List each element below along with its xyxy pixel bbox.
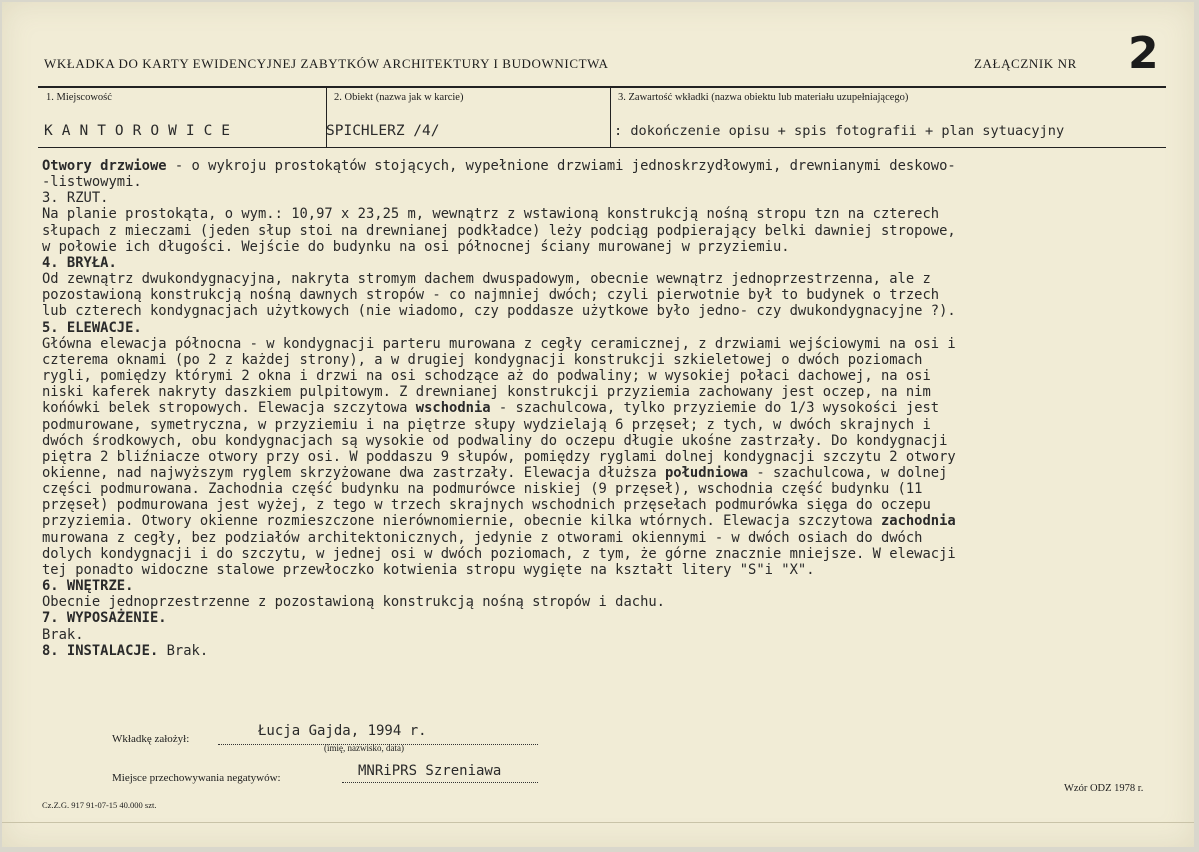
text-segment: lub czterech kondygnacjach użytkowych (nie wiadomo, czy poddasze użytkowe było jedno- czy dwukondygnacyjne ?). xyxy=(42,303,956,320)
text-line xyxy=(42,481,1162,497)
author-caption: (imię, nazwisko, data) xyxy=(324,743,404,753)
locality-value: KANTOROWICE xyxy=(44,123,240,139)
contents-label: 3. Zawartość wkładki (nazwa obiektu lub materiału uzupełniającego) xyxy=(618,92,909,103)
text-segment: 3. RZUT. xyxy=(42,190,109,207)
text-line xyxy=(42,433,1162,449)
text-segment: części podmurowana. Zachodnia część budynku na podmurówce niskiej (9 przęseł), wschodnia część budynku (11 xyxy=(42,481,923,498)
text-line xyxy=(42,271,1162,287)
text-segment: niski kaferek nakryty daszkiem pulpitowym. Z drewnianej konstrukcji przyziemia zachowany jest oczep, na nim xyxy=(42,384,931,401)
description-text xyxy=(42,158,1162,659)
text-line xyxy=(42,320,1162,336)
text-line xyxy=(42,368,1162,384)
annex-number: 2 xyxy=(1128,28,1159,79)
text-bold-segment: zachodnia xyxy=(880,513,956,530)
form-sheet xyxy=(2,2,1194,847)
text-line xyxy=(42,287,1162,303)
text-line xyxy=(42,497,1162,513)
text-line xyxy=(42,400,1162,416)
text-line xyxy=(42,255,1162,271)
text-segment: końówki belek stropowych. Elewacja szczytowa xyxy=(42,400,416,417)
contents-value: : dokończenie opisu + spis fotografii + plan sytuacyjny xyxy=(614,123,1065,139)
text-segment: przyziemia. Otwory okienne rozmieszczone nierównomiernie, obecnie kilka wtórnych. Elewacja szczytowa xyxy=(42,513,881,530)
text-line xyxy=(42,174,1162,190)
text-segment: Brak. xyxy=(158,642,209,659)
text-line xyxy=(42,546,1162,562)
text-bold-segment: 4. BRYŁA. xyxy=(42,254,117,271)
text-bold-segment: Otwory drzwiowe xyxy=(42,158,167,174)
text-segment: Główna elewacja północna - w kondygnacji parteru murowana z cegły ceramicznej, z drzwiami wejściowymi na osi i xyxy=(42,335,956,352)
annex-label: ZAŁĄCZNIK NR xyxy=(974,56,1077,71)
text-segment: Obecnie jednoprzestrzenne z pozostawioną konstrukcją nośną stropów i dachu. xyxy=(42,594,665,611)
text-segment: - o wykroju prostokątów stojących, wypełnione drzwiami jednoskrzydłowymi, drewnianymi deskowo- xyxy=(166,158,956,174)
text-segment: Na planie prostokąta, o wym.: 10,97 x 23,25 m, wewnątrz z wstawioną konstrukcją nośną stropu tzn na czterech xyxy=(42,206,940,223)
header-bottom-rule xyxy=(38,147,1166,148)
text-segment: Od zewnątrz dwukondygnacyjna, nakryta stromym dachem dwuspadowym, obecnie wewnątrz jednoprzestrzenna, ale z xyxy=(42,271,931,288)
text-line xyxy=(42,223,1162,239)
text-line xyxy=(42,158,1162,174)
text-line xyxy=(42,352,1162,368)
text-segment: słupach z mieczami (jeden słup stoi na drewnianej podkładce) leży podciąg podpierający belki dawniej stropowe, xyxy=(42,222,956,239)
text-line xyxy=(42,627,1162,643)
text-segment: dwóch środkowych, obu kondygnacjach są wysokie od podwaliny do oczepu długie ukośne zastrzały. Do kondygnacji xyxy=(42,432,948,449)
text-line xyxy=(42,303,1162,319)
text-line xyxy=(42,465,1162,481)
text-line xyxy=(42,449,1162,465)
text-segment: murowana z cegły, bez podziałów architektonicznych, jedynie z otworami okiennymi - w dwóch osiach do dwóch xyxy=(42,529,923,546)
text-segment: tej ponadto widoczne stalowe przewłoczko kotwienia stropu wygięte na kształt litery "S"i "X". xyxy=(42,561,815,578)
text-line xyxy=(42,336,1162,352)
text-segment: rygli, pomiędzy którymi 2 okna i drzwi na osi schodzące aż do podwaliny; w wysokiej połaci dachowej, na osi xyxy=(42,368,931,385)
text-segment: Brak. xyxy=(42,626,84,643)
text-bold-segment: południowa xyxy=(664,464,749,481)
text-line xyxy=(42,578,1162,594)
print-code: Cz.Z.G. 917 91-07-15 40.000 szt. xyxy=(42,800,157,810)
text-segment: w połowie ich długości. Wejście do budynku na osi północnej ściany murowanej w przyziemiu. xyxy=(42,238,790,255)
text-segment: - szachulcowa, w dolnej xyxy=(748,464,948,481)
author-value: Łucja Gajda, 1994 r. xyxy=(258,723,427,739)
text-segment: pozostawioną konstrukcją nośną dawnych stropów - co najmniej dwóch; czyli pierwotnie był to budynek o trzech xyxy=(42,287,940,304)
text-segment: przęseł) podmurowana jest wyżej, z tego w trzech skrajnych wschodnich przęsełach podmurówka sięga do oczepu xyxy=(42,497,931,514)
text-bold-segment: 8. INSTALACJE. xyxy=(42,642,159,659)
text-segment: -listwowymi. xyxy=(42,174,142,191)
text-bold-segment: 6. WNĘTRZE. xyxy=(42,578,134,595)
header-top-rule xyxy=(38,86,1166,88)
text-line xyxy=(42,190,1162,206)
text-line xyxy=(42,594,1162,610)
object-label: 2. Obiekt (nazwa jak w karcie) xyxy=(334,92,464,103)
text-bold-segment: 7. WYPOSAŻENIE. xyxy=(42,610,167,627)
bottom-edge xyxy=(2,822,1194,823)
text-bold-segment: 5. ELEWACJE. xyxy=(42,319,142,336)
text-line xyxy=(42,239,1162,255)
text-line xyxy=(42,206,1162,222)
text-segment: okienne, nad najwyższym ryglem skrzyżowane dwa zastrzały. Elewacja dłuższa xyxy=(42,464,665,481)
text-line xyxy=(42,562,1162,578)
text-segment: czterema oknami (po 2 z każdej strony), a w drugiej kondygnacji konstrukcji szkieletowej o dwóch poziomach xyxy=(42,351,923,368)
text-segment: - szachulcowa, tylko przyziemie do 1/3 wysokości jest xyxy=(490,400,940,417)
negatives-dotline xyxy=(342,782,538,783)
form-title: WKŁADKA DO KARTY EWIDENCYJNEJ ZABYTKÓW ARCHITEKTURY I BUDOWNICTWA xyxy=(44,56,609,71)
text-segment: dolych kondygnacji i do szczytu, w jednej osi w dwóch poziomach, z tym, że górne znacznie mniejsze. W elewacji xyxy=(42,545,956,562)
text-line xyxy=(42,610,1162,626)
column-divider-2 xyxy=(610,88,611,148)
negatives-value: MNRiPRS Szreniawa xyxy=(358,763,502,779)
object-value: SPICHLERZ /4/ xyxy=(326,123,440,139)
text-line xyxy=(42,643,1162,659)
text-line xyxy=(42,384,1162,400)
text-line xyxy=(42,417,1162,433)
text-line xyxy=(42,513,1162,529)
text-line xyxy=(42,530,1162,546)
author-label: Wkładkę założył: xyxy=(112,733,190,745)
locality-label: 1. Miejscowość xyxy=(46,92,112,103)
text-segment: piętra 2 bliźniacze otwory przy osi. W poddaszu 9 słupów, pomiędzy ryglami dolnej kondygnacji szczytu 2 otwory xyxy=(42,448,956,465)
column-divider-1 xyxy=(326,88,327,148)
negatives-label: Miejsce przechowywania negatywów: xyxy=(112,772,281,784)
text-bold-segment: wschodnia xyxy=(415,400,491,417)
text-segment: podmurowane, symetryczna, w przyziemiu i na piętrze słupy wydzielają 6 przęseł; z tych, w dwóch skrajnych i xyxy=(42,416,931,433)
form-model: Wzór ODZ 1978 r. xyxy=(1064,783,1144,794)
